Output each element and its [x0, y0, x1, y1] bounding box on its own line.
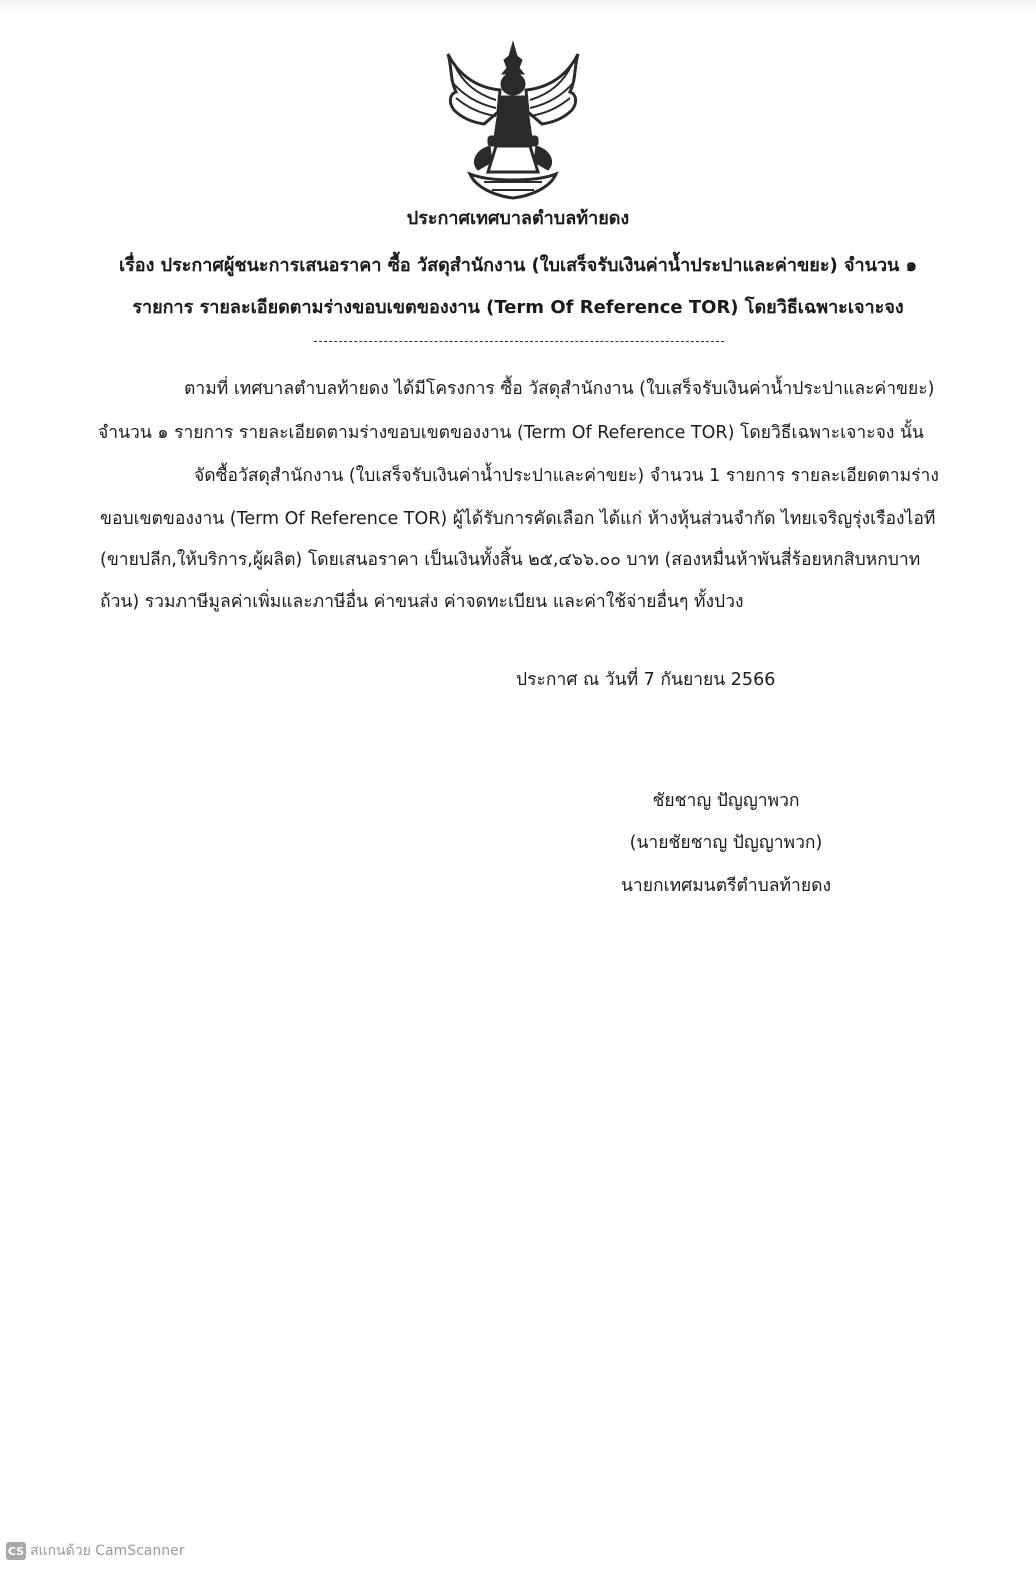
camscanner-logo-icon: CS: [6, 1542, 26, 1560]
watermark-text: สแกนด้วย CamScanner: [30, 1543, 185, 1559]
body-line-3: จัดซื้อวัสดุสำนักงาน (ใบเสร็จรับเงินค่าน้ำประปาและค่าขยะ) จำนวน 1 รายการ รายละเอียดตามร่าง: [194, 466, 939, 486]
garuda-emblem-icon: [440, 38, 586, 200]
announcement-date: ประกาศ ณ วันที่ 7 กันยายน 2566: [516, 670, 776, 690]
subject-line-2: รายการ รายละเอียดตามร่างขอบเขตของงาน (Term Of Reference TOR) โดยวิธีเฉพาะเจาะจง: [132, 297, 904, 318]
body-line-5: (ขายปลีก,ให้บริการ,ผู้ผลิต) โดยเสนอราคา เป็นเงินทั้งสิ้น ๒๕,๔๖๖.๐๐ บาท (สองหมื่นห้าพันสี่ร้อยหกสิบหกบาท: [100, 550, 921, 570]
body-line-6: ถ้วน) รวมภาษีมูลค่าเพิ่มและภาษีอื่น ค่าขนส่ง ค่าจดทะเบียน และค่าใช้จ่ายอื่นๆ ทั้งปวง: [100, 592, 744, 612]
body-line-4: ขอบเขตของงาน (Term Of Reference TOR) ผู้ได้รับการคัดเลือก ได้แก่ ห้างหุ้นส่วนจำกัด ไทยเจริญรุ่งเรืองไอที: [100, 509, 936, 529]
signatory-position: นายกเทศมนตรีตำบลท้ายดง: [620, 876, 832, 896]
signature-name: ชัยชาญ ปัญญาพวก: [652, 791, 800, 811]
body-line-2: จำนวน ๑ รายการ รายละเอียดตามร่างขอบเขตของงาน (Term Of Reference TOR) โดยวิธีเฉพาะเจาะจง นั้น: [98, 423, 924, 443]
announcement-title: ประกาศเทศบาลตำบลท้ายดง: [406, 208, 630, 229]
printed-name: (นายชัยชาญ ปัญญาพวก): [629, 833, 823, 853]
subject-line-1: เรื่อง ประกาศผู้ชนะการเสนอราคา ซื้อ วัสดุสำนักงาน (ใบเสร็จรับเงินค่าน้ำประปาและค่าขยะ) จำนวน ๑: [118, 255, 918, 276]
camscanner-watermark: [6, 1541, 185, 1561]
body-line-1: ตามที่ เทศบาลตำบลท้ายดง ได้มีโครงการ ซื้อ วัสดุสำนักงาน (ใบเสร็จรับเงินค่าน้ำประปาและค่าขยะ): [184, 379, 935, 399]
separator-line: [314, 341, 724, 342]
